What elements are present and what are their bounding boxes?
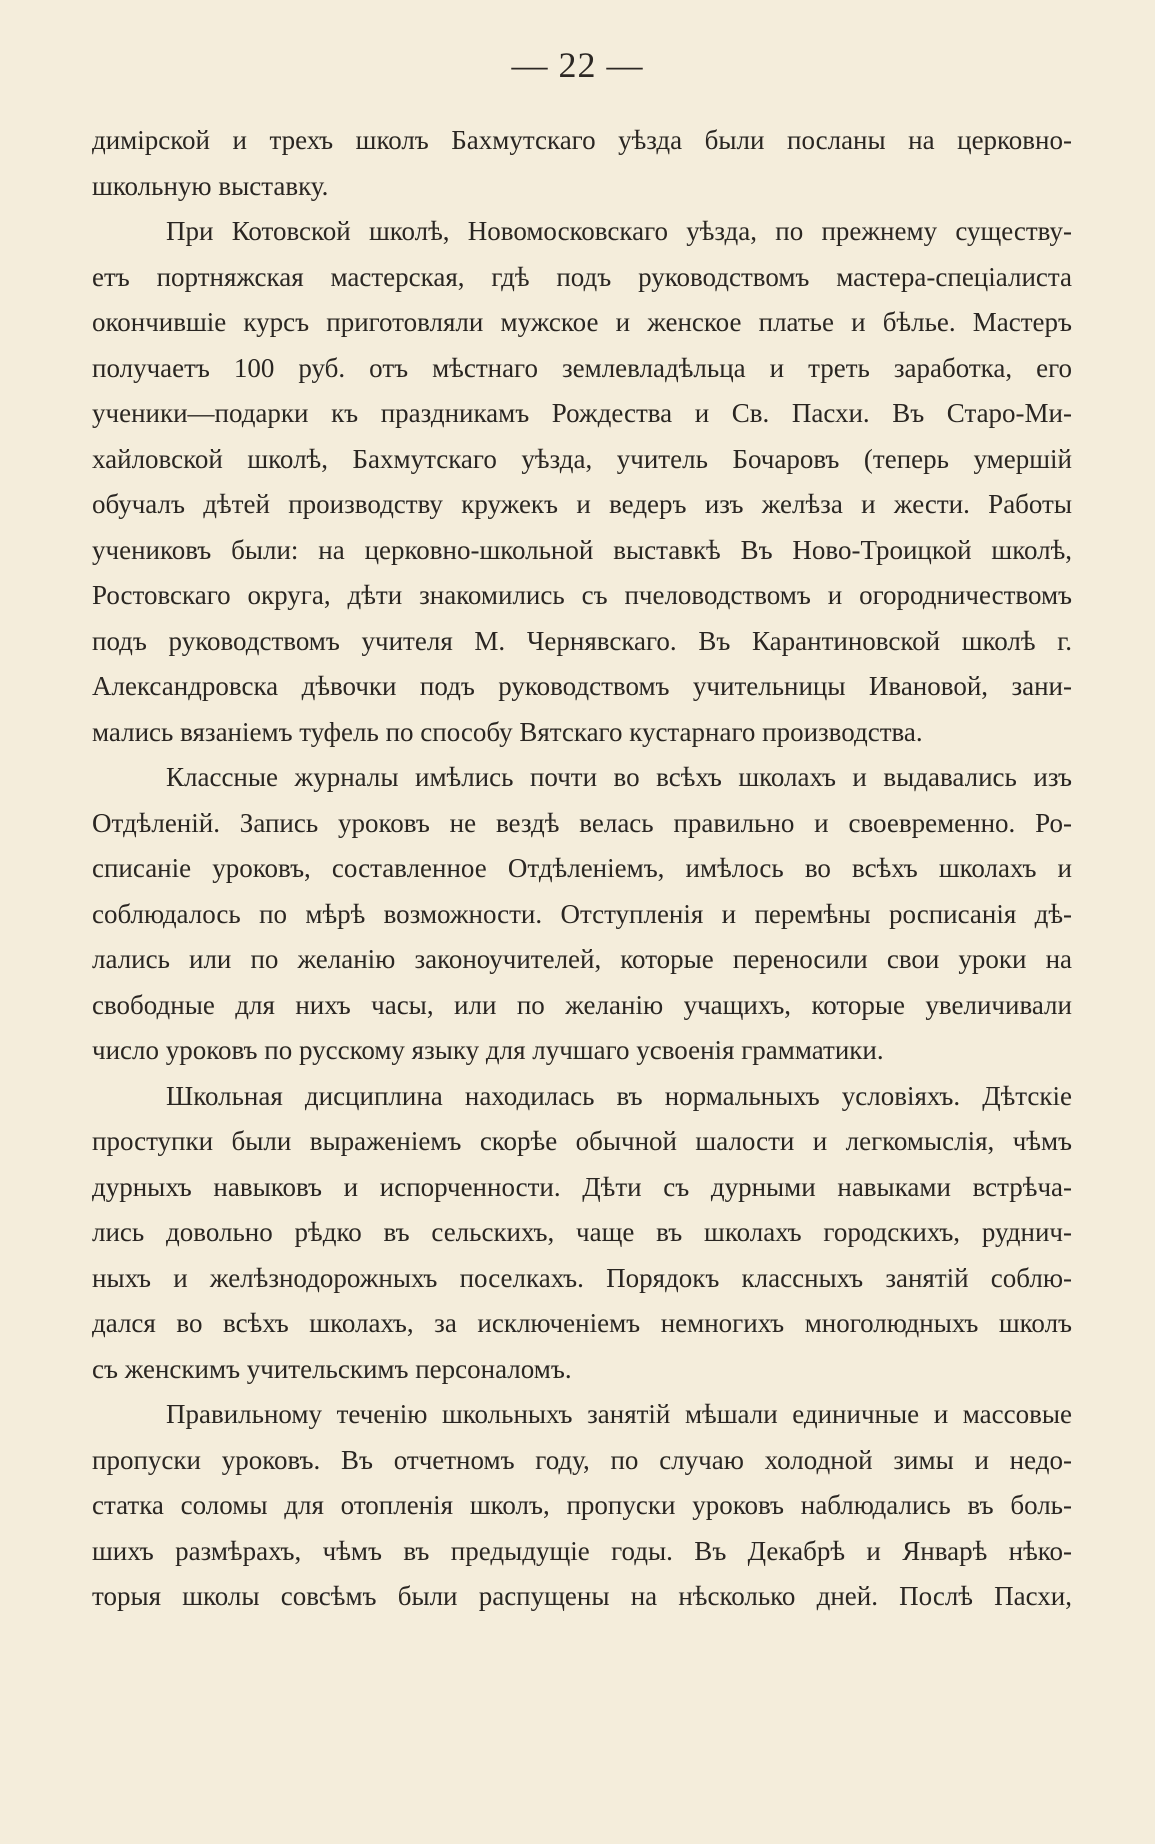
text-line: При Котовской школѣ, Новомосковскаго уѣзда, по прежнему существу- — [166, 216, 1072, 246]
text-line: получаетъ 100 руб. отъ мѣстнаго землевладѣльца и треть заработка, его — [92, 352, 1072, 383]
text-line: обучалъ дѣтей производству кружекъ и ведеръ изъ желѣза и жести. Работы — [92, 489, 1072, 519]
text-line: Отдѣленій. Запись уроковъ не вездѣ велась правильно и своевременно. Ро- — [92, 807, 1072, 838]
paragraph-2 — [92, 209, 1072, 755]
text-line: лались или по желанію законоучителей, которые переносили свои уроки на — [92, 944, 1072, 974]
text-line: мались вязаніемъ туфель по способу Вятскаго кустарнаго производства. — [92, 716, 923, 747]
page-number: — 22 — — [511, 45, 644, 85]
text-line: съ женскимъ учительскимъ персоналомъ. — [92, 1353, 572, 1384]
text-line: дурныхъ навыковъ и испорченности. Дѣти съ дурными навыками встрѣча- — [92, 1171, 1072, 1202]
text-line: списаніе уроковъ, составленное Отдѣленіемъ, имѣлось во всѣхъ школахъ и — [92, 853, 1072, 883]
paragraph-4 — [92, 1074, 1072, 1393]
text-line: лись довольно рѣдко въ сельскихъ, чаще въ школахъ городскихъ, руднич- — [92, 1217, 1072, 1247]
text-line: Ростовскаго округа, дѣти знакомились съ пчеловодствомъ и огородничествомъ — [92, 580, 1072, 610]
text-line: окончившіе курсъ приготовляли мужское и женское платье и бѣлье. Мастеръ — [92, 307, 1072, 337]
paragraph-5 — [92, 1392, 1072, 1620]
text-line: дался во всѣхъ школахъ, за исключеніемъ немногихъ многолюдныхъ школъ — [92, 1308, 1072, 1338]
text-line: пропуски уроковъ. Въ отчетномъ году, по случаю холодной зимы и недо- — [92, 1444, 1072, 1475]
text-line: соблюдалось по мѣрѣ возможности. Отступленія и перемѣны росписанія дѣ- — [92, 898, 1072, 929]
paragraph-1 — [92, 118, 1072, 209]
text-line: число уроковъ по русскому языку для лучшаго усвоенія грамматики. — [92, 1035, 884, 1065]
text-line: хайловской школѣ, Бахмутскаго уѣзда, учитель Бочаровъ (теперь умершій — [92, 443, 1072, 474]
text-line: ныхъ и желѣзнодорожныхъ поселкахъ. Порядокъ классныхъ занятій соблю- — [92, 1262, 1072, 1293]
page-text — [92, 118, 1072, 1620]
text-line: свободные для нихъ часы, или по желанію учащихъ, которые увеличивали — [92, 989, 1072, 1020]
text-line: Александровска дѣвочки подъ руководствомъ учительницы Ивановой, зани- — [92, 671, 1072, 701]
text-line: Школьная дисциплина находилась въ нормальныхъ условіяхъ. Дѣтскіе — [166, 1080, 1072, 1111]
text-line: етъ портняжская мастерская, гдѣ подъ руководствомъ мастера-спеціалиста — [92, 261, 1072, 292]
text-line: димірской и трехъ школъ Бахмутскаго уѣзда были посланы на церковно- — [92, 125, 1072, 155]
text-line: шихъ размѣрахъ, чѣмъ въ предыдущіе годы. Въ Декабрѣ и Январѣ нѣко- — [92, 1535, 1072, 1566]
text-line: ученики—подарки къ праздникамъ Рождества и Св. Пасхи. Въ Старо-Ми- — [92, 398, 1072, 428]
text-line: подъ руководствомъ учителя М. Чернявскаго. Въ Карантиновской школѣ г. — [92, 625, 1072, 656]
paragraph-3 — [92, 755, 1072, 1074]
text-line: торыя школы совсѣмъ были распущены на нѣсколько дней. Послѣ Пасхи, — [92, 1581, 1072, 1611]
text-line: статка соломы для отопленія школъ, пропуски уроковъ наблюдались въ боль- — [92, 1490, 1072, 1520]
text-line: Правильному теченію школьныхъ занятій мѣшали единичные и массовые — [166, 1399, 1072, 1429]
text-line: школьную выставку. — [92, 170, 329, 201]
text-line: Классные журналы имѣлись почти во всѣхъ школахъ и выдавались изъ — [166, 762, 1072, 792]
text-line: учениковъ были: на церковно-школьной выставкѣ Въ Ново-Троицкой школѣ, — [92, 534, 1072, 565]
text-line: проступки были выраженіемъ скорѣе обычной шалости и легкомыслія, чѣмъ — [92, 1126, 1072, 1156]
